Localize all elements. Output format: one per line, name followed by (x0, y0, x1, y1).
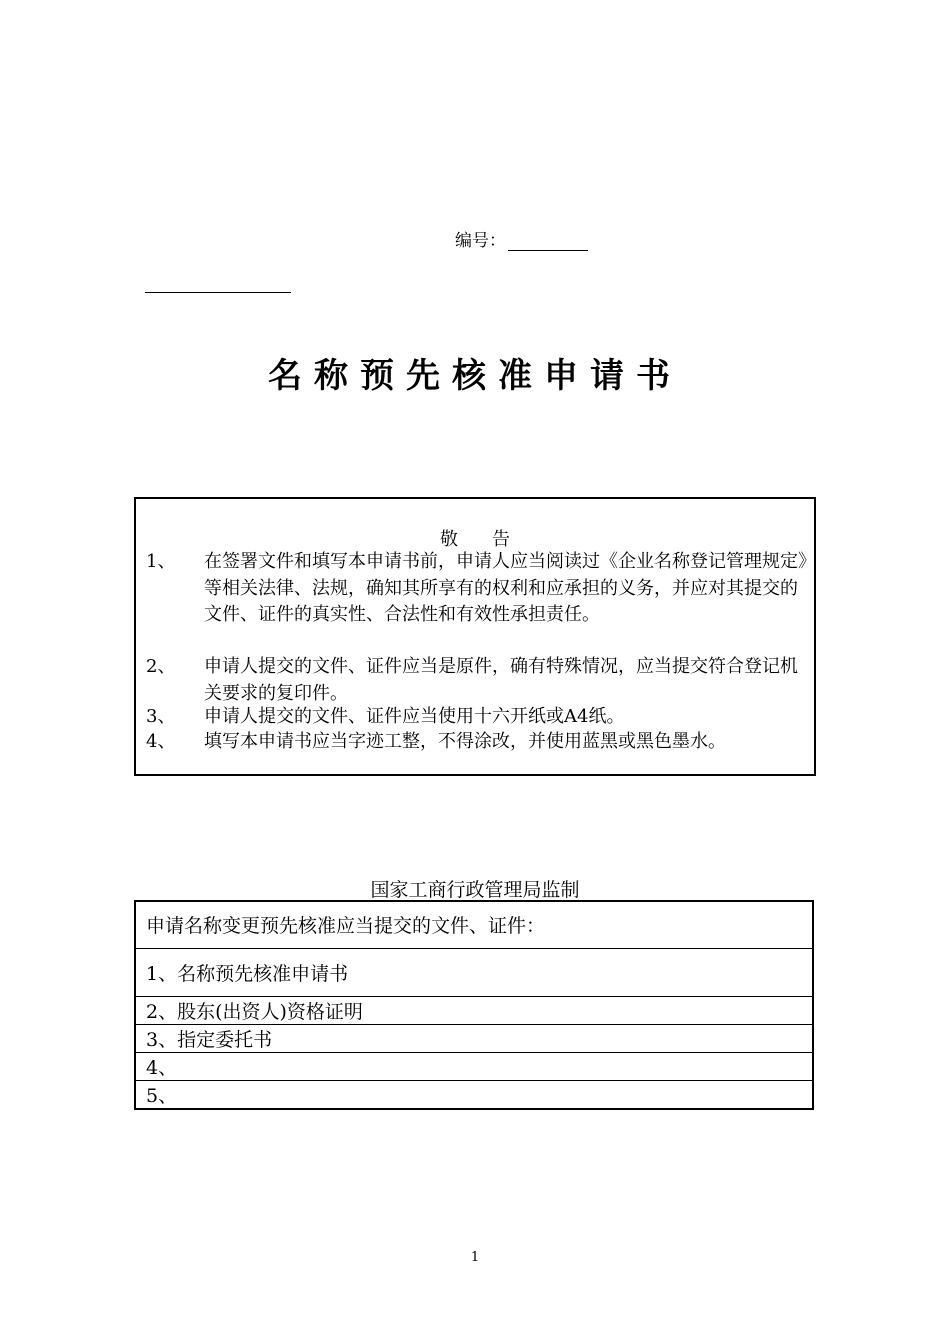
table-cell[interactable]: 2、股东(出资人)资格证明 (135, 996, 813, 1024)
page-number: 1 (470, 1250, 480, 1265)
table-row (135, 996, 813, 1024)
serial-number-label: 编号： (455, 231, 506, 251)
serial-number-blank[interactable] (508, 232, 588, 251)
table-cell[interactable]: 4、 (135, 1052, 813, 1080)
table-header-row (135, 901, 813, 948)
notice-item-number: 2、 (146, 656, 176, 677)
table-cell[interactable]: 1、名称预先核准申请书 (135, 948, 813, 996)
table-row (135, 948, 813, 996)
notice-item-text: 在签署文件和填写本申请书前，申请人应当阅读过《企业名称登记管理规定》等相关法律、法规，确知其所享有的权利和应承担的义务，并应对其提交的文件、证件的真实性、合法性和有效性承担责任。 (204, 551, 807, 625)
table-header-cell: 申请名称变更预先核准应当提交的文件、证件： (135, 901, 813, 948)
issuing-authority: 国家工商行政管理局监制 (370, 879, 580, 901)
required-files-table (134, 900, 814, 1110)
serial-number-field (455, 226, 588, 251)
table-row (135, 1052, 813, 1080)
table-row (135, 1080, 813, 1109)
notice-item-number: 3、 (146, 706, 176, 727)
top-rule-line (145, 292, 291, 293)
notice-box (134, 497, 816, 776)
notice-item-text: 填写本申请书应当字迹工整，不得涂改，并使用蓝黑或黑色墨水。 (204, 731, 726, 752)
notice-item-text: 申请人提交的文件、证件应当使用十六开纸或A4纸。 (204, 706, 625, 727)
table-row (135, 1024, 813, 1052)
document-title: 名称预先核准申请书 (268, 356, 682, 396)
table-cell[interactable]: 5、 (135, 1080, 813, 1109)
notice-item-text: 申请人提交的文件、证件应当是原件，确有特殊情况，应当提交符合登记机关要求的复印件。 (204, 656, 798, 704)
table-cell[interactable]: 3、指定委托书 (135, 1024, 813, 1052)
notice-heading: 敬告 (440, 529, 544, 550)
notice-item-number: 4、 (146, 731, 176, 752)
notice-item-number: 1、 (146, 551, 176, 572)
